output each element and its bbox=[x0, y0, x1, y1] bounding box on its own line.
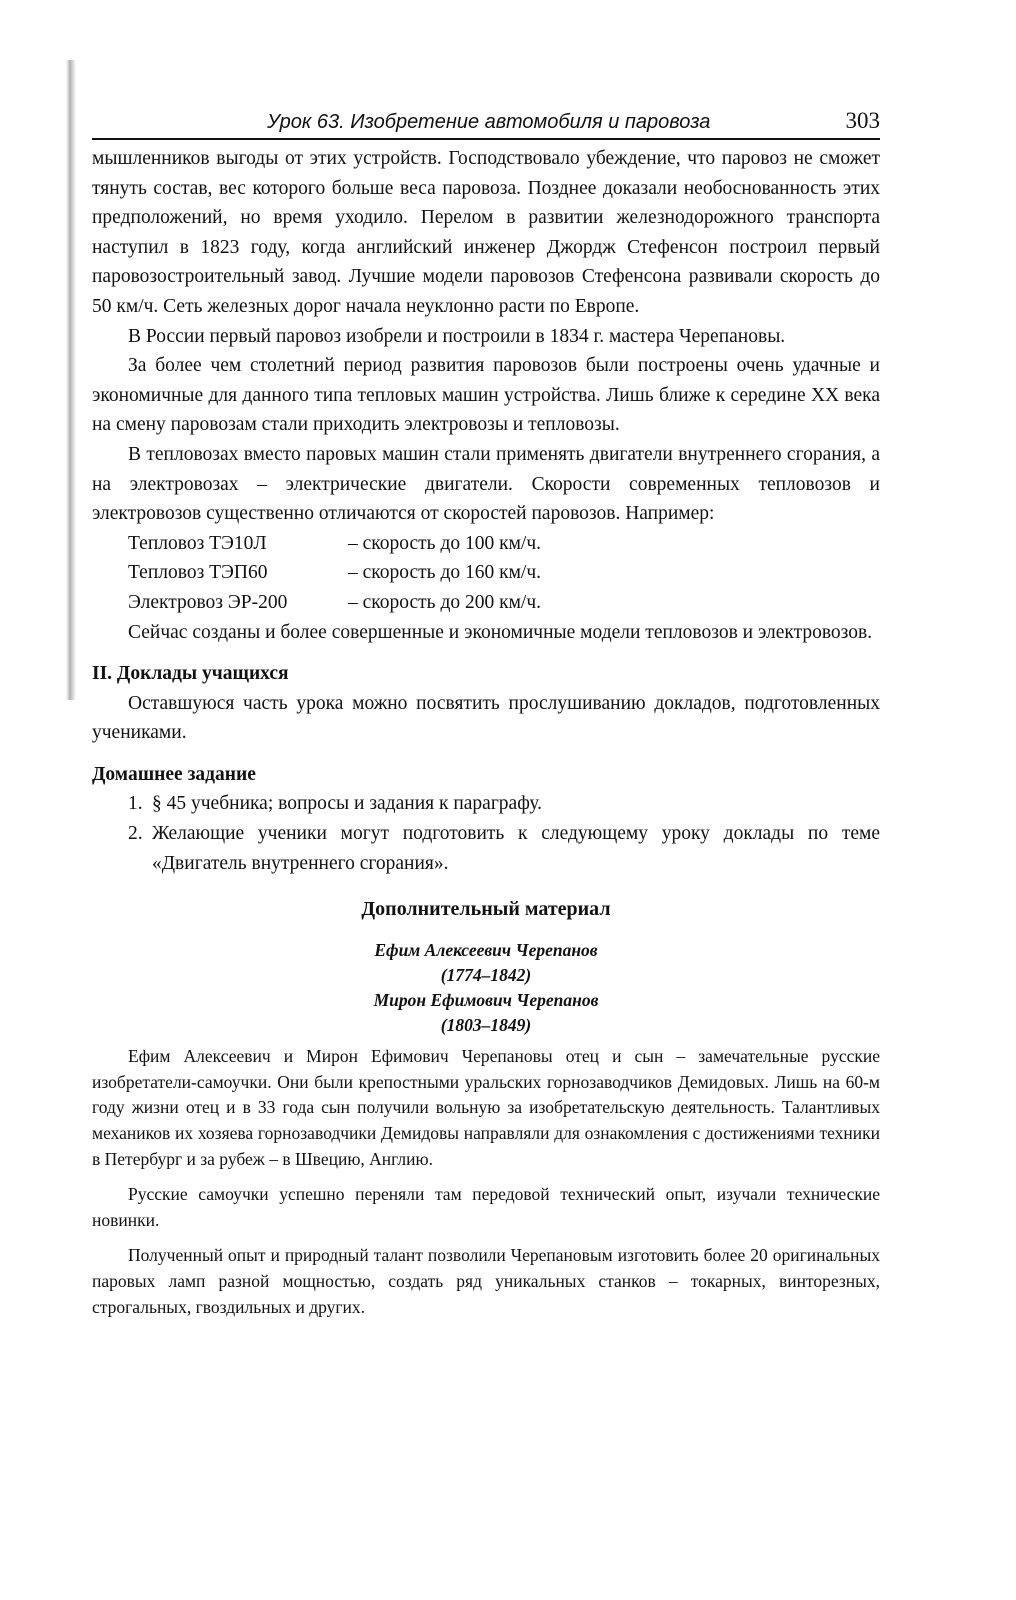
speed-row bbox=[128, 529, 880, 559]
running-header bbox=[92, 108, 880, 140]
person-years: (1774–1842) bbox=[440, 965, 532, 986]
homework-text: § 45 учебника; вопросы и задания к параграфу. bbox=[152, 793, 543, 815]
homework-item bbox=[128, 789, 880, 819]
person-name: Ефим Алексеевич Черепанов bbox=[374, 940, 598, 961]
locomotive-speed: – скорость до 200 км/ч. bbox=[348, 591, 542, 613]
closing-text bbox=[92, 618, 880, 648]
locomotive-name: Тепловоз ТЭП60 bbox=[128, 562, 268, 584]
biography-title bbox=[92, 938, 880, 1038]
reports-text-block bbox=[92, 689, 880, 748]
homework-item bbox=[128, 819, 880, 878]
homework-text: Желающие ученики могут подготовить к следующему уроку доклады по теме «Двигатель внутреннего сгорания». bbox=[152, 823, 880, 874]
biography-text bbox=[92, 1044, 880, 1320]
paragraph-biography: Полученный опыт и природный талант позволили Черепановым изготовить более 20 оригинальных паровых ламп разной мощностью, создать ряд уникальных станков – токарных, винторезных, строгальных, гвоздильных и других. bbox=[92, 1245, 880, 1317]
section-heading-reports: II. Доклады учащихся bbox=[92, 663, 289, 685]
main-text bbox=[92, 144, 880, 529]
lesson-title: Урок 63. Изобретение автомобиля и паровоза bbox=[267, 111, 711, 133]
paragraph-cherepanov-mention: В России первый паровоз изобрели и построили в 1834 г. мастера Черепановы. bbox=[128, 325, 786, 347]
paragraph-biography: Ефим Алексеевич и Мирон Ефимович Черепановы отец и сын – замечательные русские изобретатели-самоучки. Они были крепостными уральских горнозаводчиков Демидовых. Лишь на 60-м году жизни отец и в 33 года сын получили вольную за изобретательскую деятельность. Талантливых механиков их хозяева горнозаводчики Демидовы направляли для ознакомления с достижениями техники в Петербург и за рубеж – в Швецию, Англию. bbox=[92, 1046, 880, 1169]
locomotive-name: Тепловоз ТЭ10Л bbox=[128, 532, 267, 554]
paragraph-reports: Оставшуюся часть урока можно посвятить прослушиванию докладов, подготовленных учениками. bbox=[92, 692, 880, 744]
scan-binding-shadow bbox=[66, 60, 76, 700]
person-name: Мирон Ефимович Черепанов bbox=[373, 990, 599, 1011]
paragraph-biography: Русские самоучки успешно переняли там передовой технический опыт, изучали технические новинки. bbox=[92, 1184, 880, 1230]
locomotive-speed: – скорость до 100 км/ч. bbox=[348, 532, 542, 554]
page-number: 303 bbox=[845, 108, 880, 133]
homework-number: 2. bbox=[128, 823, 143, 845]
locomotive-name: Электровоз ЭР-200 bbox=[128, 591, 288, 613]
person-years: (1803–1849) bbox=[440, 1015, 532, 1036]
paragraph-continuation: мышленников выгоды от этих устройств. Господствовало убеждение, что паровоз не сможет тянуть состав, вес которого больше веса паровоза. Позднее доказали необоснованность этих предположений, но время уходило. Перелом в развитии железнодорожного транспорта наступил в 1823 году, когда английский инженер Джордж Стефенсон построил первый паровозостроительный завод. Лучшие модели паровозов Стефенсона развивали скорость до 50 км/ч. Сеть железных дорог начала неуклонно расти по Европе. bbox=[92, 148, 880, 317]
additional-material-heading: Дополнительный материал bbox=[361, 898, 611, 921]
speed-list bbox=[128, 529, 880, 618]
speed-row bbox=[128, 558, 880, 588]
homework-number: 1. bbox=[128, 793, 143, 815]
book-page bbox=[92, 108, 880, 1320]
homework-heading: Домашнее задание bbox=[92, 763, 256, 785]
paragraph-closing: Сейчас созданы и более совершенные и экономичные модели тепловозов и электровозов. bbox=[128, 621, 873, 643]
speed-row bbox=[128, 588, 880, 618]
homework-list bbox=[128, 789, 880, 878]
locomotive-speed: – скорость до 160 км/ч. bbox=[348, 562, 542, 584]
paragraph-century-development: За более чем столетний период развития паровозов были построены очень удачные и экономичные для данного типа тепловых машин устройства. Лишь ближе к середине XX века на смену паровозам стали приходить электровозы и тепловозы. bbox=[92, 355, 880, 436]
paragraph-diesel-electric: В тепловозах вместо паровых машин стали применять двигатели внутреннего сгорания, а на электровозах – электрические двигатели. Скорости современных тепловозов и электровозов существенно отличаются от скоростей паровозов. Например: bbox=[92, 443, 880, 525]
